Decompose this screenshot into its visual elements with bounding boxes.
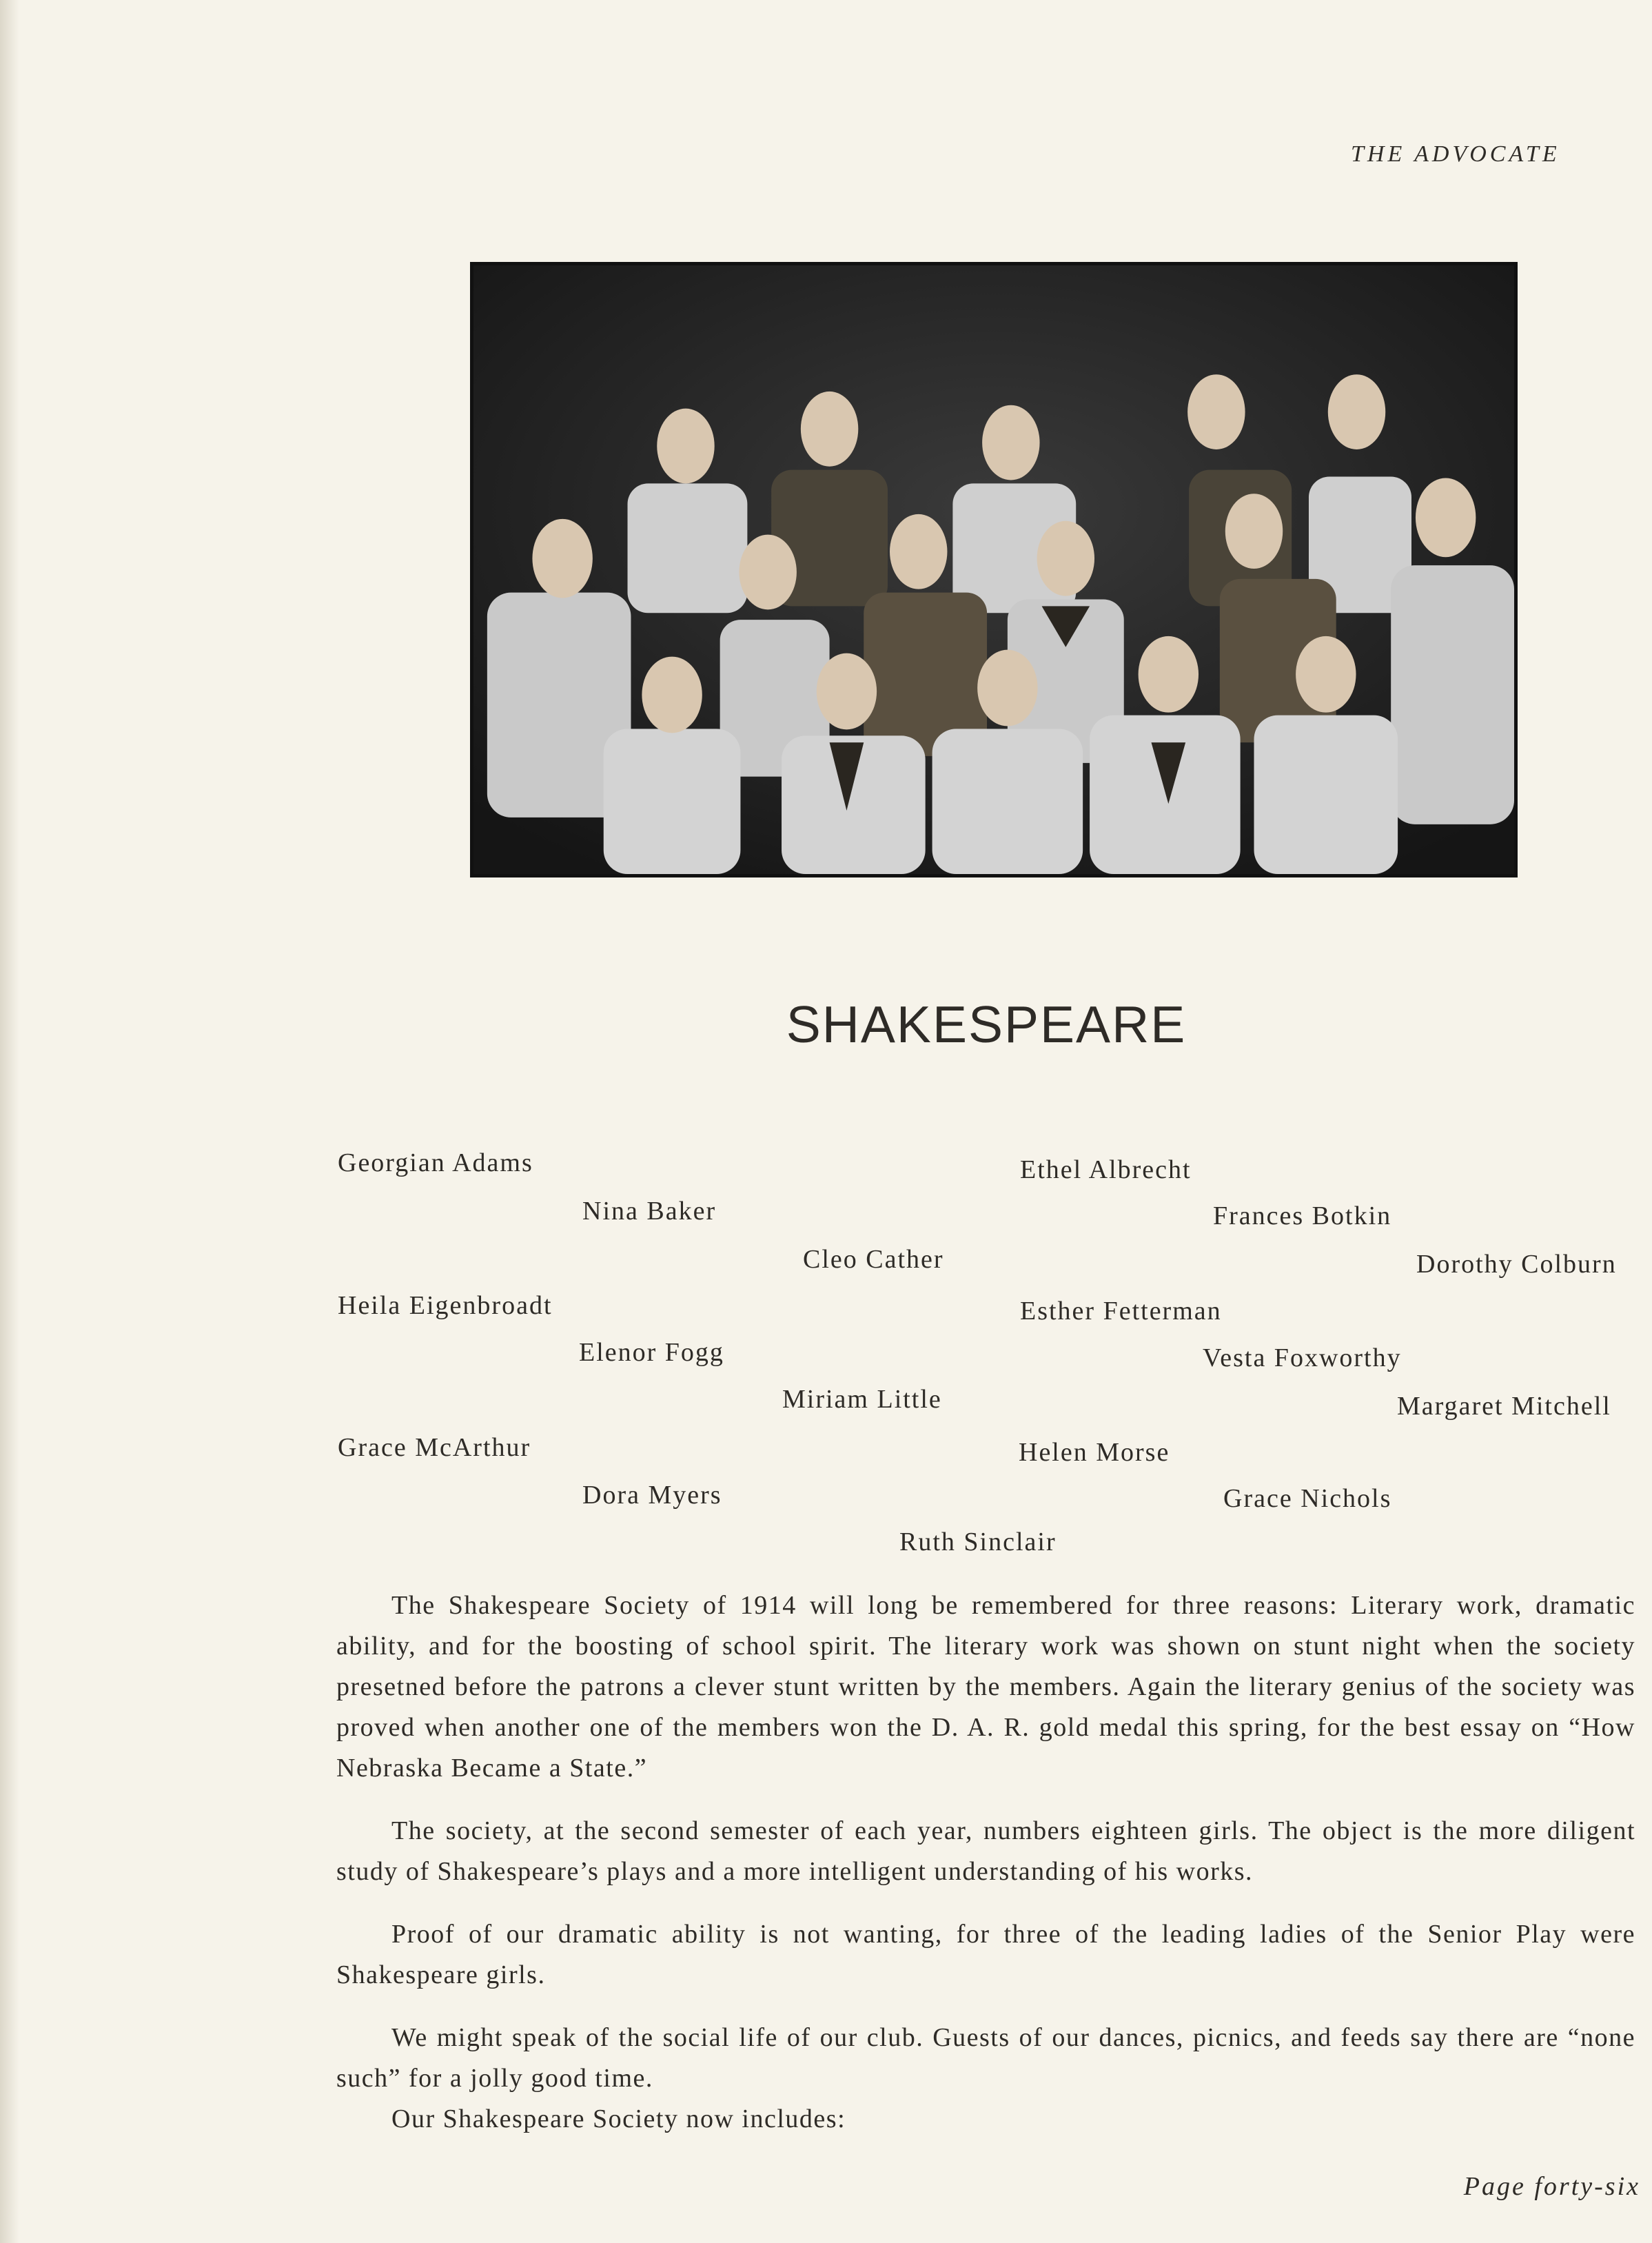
paragraph: The society, at the second semester of each year, numbers eighteen girls. The object is the more diligent study of Shakespeare’s plays and a more intelligent understanding of his works. xyxy=(336,1816,1635,1886)
article-body xyxy=(336,1585,1635,2140)
member-name: Cleo Cather xyxy=(803,1245,944,1274)
page-number: Page forty-six xyxy=(1463,2172,1640,2201)
member-name: Helen Morse xyxy=(1019,1438,1170,1467)
running-head: THE ADVOCATE xyxy=(1351,141,1560,167)
member-name: Frances Botkin xyxy=(1213,1201,1392,1230)
member-name: Grace Nichols xyxy=(1223,1484,1392,1513)
page-edge-shadow xyxy=(0,0,19,2243)
group-photo-image xyxy=(473,265,1514,874)
paragraph: Proof of our dramatic ability is not wanting, for three of the leading ladies of the Senior Play were Shakespeare girls. xyxy=(336,1920,1635,1989)
paragraph: The Shakespeare Society of 1914 will long be remembered for three reasons: Literary work, dramatic ability, and for the boosting of school spirit. The literary work was shown on stunt night when the society presetned before the patrons a clever stunt written by the members. Again the literary genius of the society was proved when another one of the members won the D. A. R. gold medal this spring, for the best essay on “How Nebraska Became a State.” xyxy=(336,1591,1635,1783)
member-name: Elenor Fogg xyxy=(579,1338,724,1367)
member-name: Georgian Adams xyxy=(338,1148,533,1177)
member-name: Ruth Sinclair xyxy=(899,1528,1057,1556)
member-name: Grace McArthur xyxy=(338,1433,531,1462)
member-name: Margaret Mitchell xyxy=(1397,1392,1611,1421)
member-name: Nina Baker xyxy=(582,1197,717,1226)
group-photo xyxy=(470,262,1518,877)
paragraph: Our Shakespeare Society now includes: xyxy=(391,2104,846,2133)
member-name: Ethel Albrecht xyxy=(1020,1155,1192,1184)
member-name: Dora Myers xyxy=(582,1481,722,1510)
paragraph: We might speak of the social life of our club. Guests of our dances, picnics, and feeds say there are “none such” for a jolly good time. xyxy=(336,2023,1635,2093)
member-name: Miriam Little xyxy=(782,1385,942,1414)
member-name: Dorothy Colburn xyxy=(1416,1250,1617,1279)
member-name: Heila Eigenbroadt xyxy=(338,1291,553,1320)
page-title: SHAKESPEARE xyxy=(786,995,1187,1053)
member-name: Esther Fetterman xyxy=(1020,1297,1222,1326)
member-name: Vesta Foxworthy xyxy=(1203,1343,1402,1372)
